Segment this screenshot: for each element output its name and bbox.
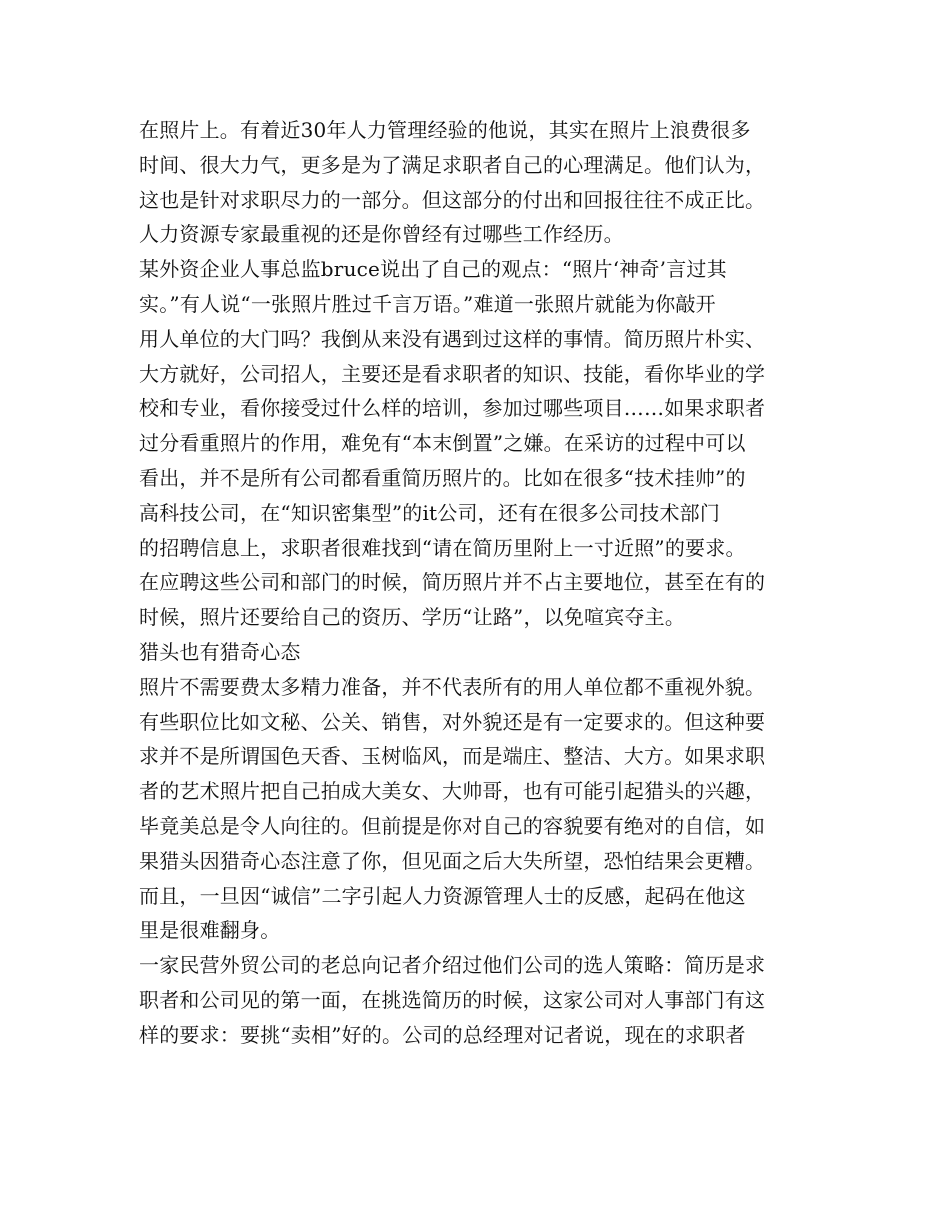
text-line: 求并不是所谓国色天香、玉树临风，而是端庄、整洁、大方。如果求职 — [139, 744, 766, 769]
section-heading: 猎头也有猎奇心态 — [139, 639, 301, 664]
text-line: 过分看重照片的作用，难免有“本末倒置”之嫌。在采访的过程中可以 — [139, 431, 746, 456]
text-line: 而且，一旦因“诚信”二字引起人力资源管理人士的反感，起码在他这 — [139, 883, 746, 908]
text-line: 高科技公司，在“知识密集型”的it公司，还有在很多公司技术部门 — [139, 500, 721, 525]
text-line: 某外资企业人事总监bruce说出了自己的观点：“照片‘神奇’言过其 — [139, 257, 727, 282]
text-line: 照片不需要费太多精力准备，并不代表所有的用人单位都不重视外貌。 — [139, 674, 766, 699]
text-line: 校和专业，看你接受过什么样的培训，参加过哪些项目……如果求职者 — [139, 396, 766, 421]
text-line: 者的艺术照片把自己拍成大美女、大帅哥，也有可能引起猎头的兴趣， — [139, 779, 766, 804]
text-line: 在照片上。有着近30年人力管理经验的他说，其实在照片上浪费很多 — [139, 118, 751, 142]
text-line: 果猎头因猎奇心态注意了你，但见面之后大失所望，恐怕结果会更糟。 — [139, 848, 766, 873]
text-line: 里是很难翻身。 — [139, 918, 281, 943]
text-line: 在应聘这些公司和部门的时候，简历照片并不占主要地位，甚至在有的 — [139, 570, 766, 595]
text-line: 毕竟美总是令人向往的。但前提是你对自己的容貌要有绝对的自信，如 — [139, 813, 766, 838]
text-line: 实。”有人说“一张照片胜过千言万语。”难道一张照片就能为你敲开 — [139, 291, 716, 316]
text-line: 时间、很大力气，更多是为了满足求职者自己的心理满足。他们认为， — [139, 152, 766, 177]
text-line: 大方就好，公司招人，主要还是看求职者的知识、技能，看你毕业的学 — [139, 361, 766, 386]
text-line: 用人单位的大门吗？我倒从来没有遇到过这样的事情。简历照片朴实、 — [139, 326, 766, 351]
text-line: 人力资源专家最重视的还是你曾经有过哪些工作经历。 — [139, 222, 624, 247]
text-line: 时候，照片还要给自己的资历、学历“让路”，以免喧宾夺主。 — [139, 605, 686, 630]
text-line: 职者和公司见的第一面，在挑选简历的时候，这家公司对人事部门有这 — [139, 987, 766, 1012]
text-line: 这也是针对求职尽力的一部分。但这部分的付出和回报往往不成正比。 — [139, 187, 766, 212]
text-line: 样的要求：要挑“卖相”好的。公司的总经理对记者说，现在的求职者 — [139, 1022, 746, 1047]
text-line: 看出，并不是所有公司都看重简历照片的。比如在很多“技术挂帅”的 — [139, 465, 746, 490]
article-body — [139, 113, 814, 1053]
text-line: 有些职位比如文秘、公关、销售，对外貌还是有一定要求的。但这种要 — [139, 709, 766, 734]
text-line: 一家民营外贸公司的老总向记者介绍过他们公司的选人策略：简历是求 — [139, 953, 766, 978]
text-line: 的招聘信息上，求职者很难找到“请在简历里附上一寸近照”的要求。 — [139, 535, 746, 560]
